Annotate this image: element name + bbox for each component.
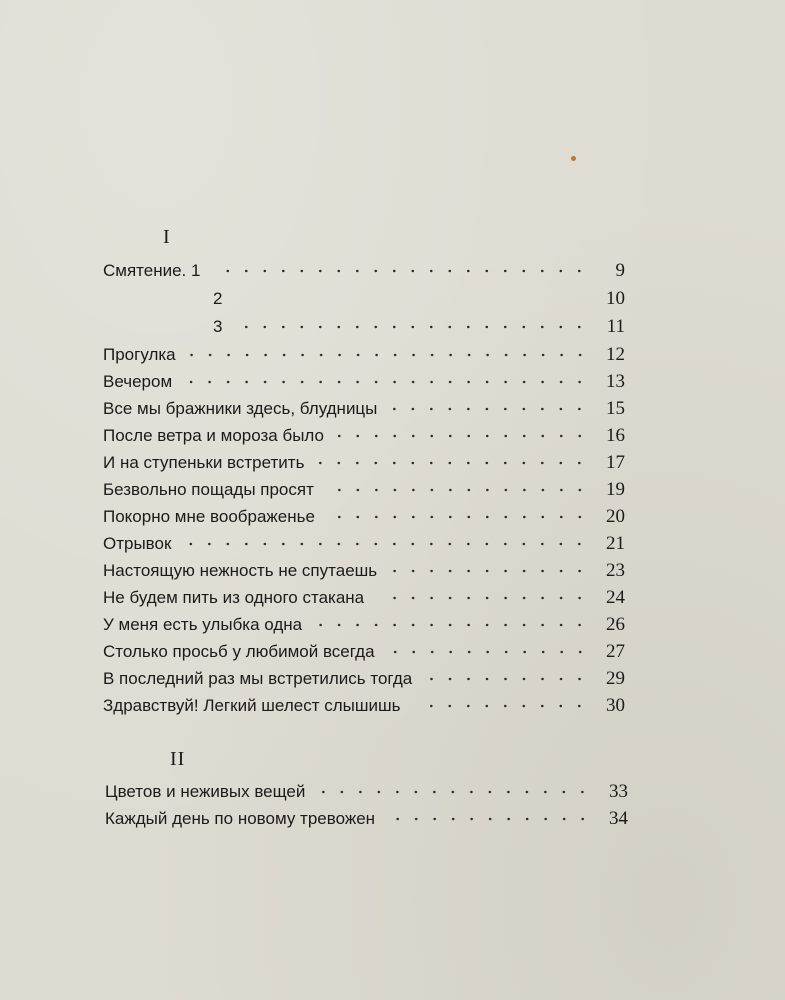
entry-title: Каждый день по новому тревожен <box>105 809 376 828</box>
entry-page-number: 29 <box>606 668 625 689</box>
section-numeral: II <box>170 748 186 770</box>
entry-title: Столько просьб у любимой всегда <box>103 642 375 661</box>
toc-entry <box>103 425 625 451</box>
dot-leader <box>316 620 589 630</box>
entry-page-number: 12 <box>606 344 625 365</box>
toc-entry <box>103 479 625 505</box>
dot-leader <box>328 485 589 495</box>
section-numeral: I <box>163 226 171 248</box>
dot-leader <box>389 647 589 657</box>
entry-page-number: 26 <box>606 614 625 635</box>
entry-title: Все мы бражники здесь, блудницы <box>103 399 378 418</box>
dot-leader <box>391 566 589 576</box>
dot-leader <box>318 458 589 468</box>
dot-leader <box>389 814 592 824</box>
toc-entry <box>103 398 625 424</box>
dot-leader <box>329 512 589 522</box>
toc-entry-sub <box>213 288 625 314</box>
entry-page-number: 9 <box>615 260 625 281</box>
dot-leader <box>319 787 592 797</box>
dot-leader <box>391 404 589 414</box>
entry-page-number: 24 <box>606 587 625 608</box>
dot-leader <box>236 294 589 304</box>
entry-title: Здравствуй! Легкий шелест слышишь <box>103 696 401 715</box>
dot-leader <box>214 266 589 276</box>
entry-page-number: 10 <box>606 288 625 309</box>
entry-title: Отрывок <box>103 534 172 553</box>
dot-leader <box>186 377 589 387</box>
entry-page-number: 16 <box>606 425 625 446</box>
entry-page-number: 30 <box>606 695 625 716</box>
toc-entry-sub <box>213 316 625 342</box>
entry-page-number: 19 <box>606 479 625 500</box>
entry-page-number: 27 <box>606 641 625 662</box>
dot-leader <box>378 593 589 603</box>
entry-page-number: 17 <box>606 452 625 473</box>
entry-title: Покорно мне воображенье <box>103 507 315 526</box>
toc-entry <box>103 695 625 721</box>
entry-title: Цветов и неживых вещей <box>105 782 306 801</box>
entry-page-number: 13 <box>606 371 625 392</box>
entry-title: После ветра и мороза было <box>103 426 324 445</box>
dot-leader <box>185 539 589 549</box>
entry-page-number: 23 <box>606 560 625 581</box>
entry-title: 3 <box>213 317 223 336</box>
entry-page-number: 20 <box>606 506 625 527</box>
entry-title: Безвольно пощады просят <box>103 480 314 499</box>
entry-title: Прогулка <box>103 345 176 364</box>
entry-title: Смятение. 1 <box>103 261 201 280</box>
entry-title: Не будем пить из одного стакана <box>103 588 365 607</box>
entry-title: 2 <box>213 289 223 308</box>
toc-entry <box>103 344 625 370</box>
toc-entry <box>103 587 625 613</box>
paper-stain <box>571 156 576 161</box>
toc-entry <box>103 506 625 532</box>
dot-leader <box>426 674 589 684</box>
entry-title: Вечером <box>103 372 173 391</box>
toc-entry <box>105 808 628 834</box>
dot-leader <box>338 431 589 441</box>
entry-page-number: 33 <box>609 781 628 802</box>
entry-title: И на ступеньки встретить <box>103 453 305 472</box>
toc-entry <box>103 260 625 286</box>
dot-leader <box>236 322 589 332</box>
toc-entry <box>103 641 625 667</box>
toc-entry <box>103 614 625 640</box>
entry-page-number: 21 <box>606 533 625 554</box>
entry-page-number: 34 <box>609 808 628 829</box>
toc-entry <box>103 560 625 586</box>
toc-entry <box>103 668 625 694</box>
toc-entry <box>103 371 625 397</box>
entry-page-number: 15 <box>606 398 625 419</box>
entry-page-number: 11 <box>606 316 625 337</box>
dot-leader <box>414 701 589 711</box>
toc-entry <box>103 533 625 559</box>
entry-title: У меня есть улыбка одна <box>103 615 303 634</box>
toc-entry <box>105 781 628 807</box>
toc-entry <box>103 452 625 478</box>
entry-title: В последний раз мы встретились тогда <box>103 669 413 688</box>
entry-title: Настоящую нежность не спутаешь <box>103 561 378 580</box>
dot-leader <box>190 350 589 360</box>
